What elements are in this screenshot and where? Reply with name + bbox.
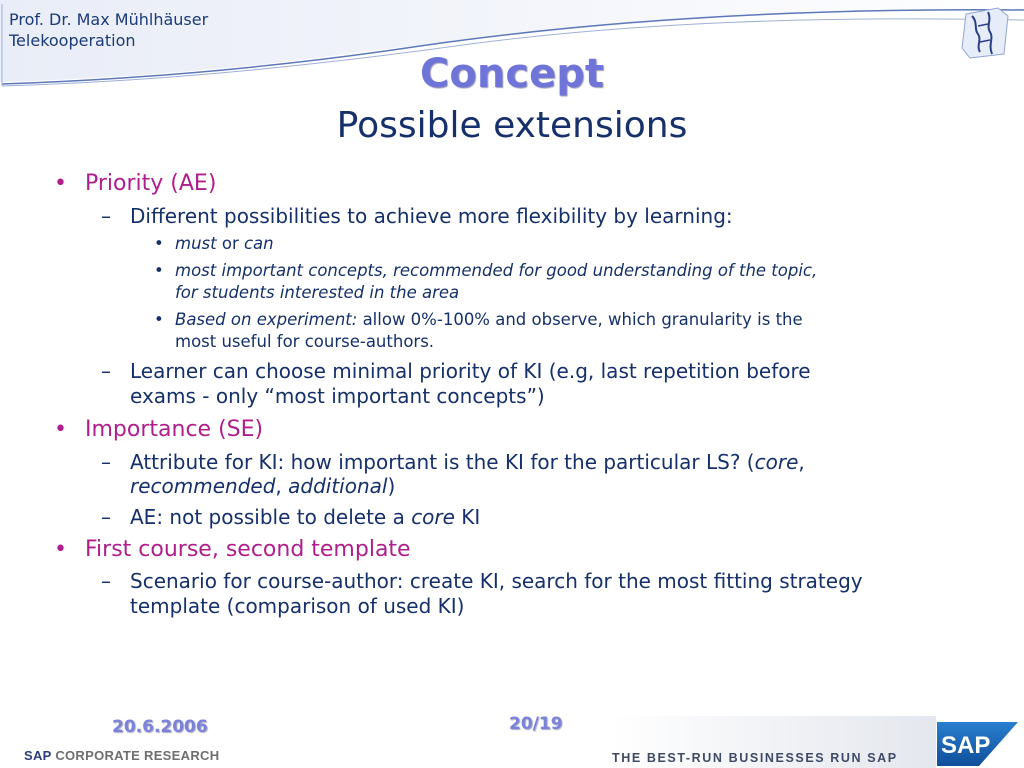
- bullet-priority: Priority (AE): [85, 171, 217, 196]
- sub-sub-bullet-experiment-line2: most useful for course-authors.: [175, 332, 435, 351]
- sap-logo-text: SAP: [941, 732, 991, 759]
- sub-bullet-learner-line1: Learner can choose minimal priority of KI (e.g, last repetition before: [130, 359, 811, 383]
- dash-marker: –: [101, 359, 111, 383]
- dash-marker: –: [101, 450, 111, 474]
- text-comma: ,: [798, 450, 805, 474]
- text-core: core: [411, 505, 455, 529]
- bullet-marker: •: [54, 171, 67, 196]
- sub-bullet-learner-line2: exams - only “most important concepts”): [130, 384, 545, 408]
- corporate-research-label: [24, 748, 219, 763]
- text-close-paren: ): [387, 474, 396, 498]
- sap-tagline: THE BEST-RUN BUSINESSES RUN SAP: [612, 751, 898, 765]
- bullet-marker: •: [154, 310, 164, 329]
- text-ae-not-possible: AE: not possible to delete a: [130, 505, 412, 529]
- text-must: must: [175, 234, 217, 253]
- sub-sub-bullet-concepts-line1: most important concepts, recommended for good understanding of the topic,: [175, 261, 818, 280]
- corp-rest: CORPORATE RESEARCH: [51, 748, 220, 763]
- text-recommended: recommended: [130, 474, 276, 498]
- sub-bullet-scenario-line1: Scenario for course-author: create KI, search for the most fitting strategy: [130, 569, 863, 593]
- text-attribute: Attribute for KI: how important is the KI for the particular LS? (: [130, 450, 755, 474]
- bullet-marker: •: [154, 261, 164, 280]
- dash-marker: –: [101, 204, 111, 228]
- text-core: core: [754, 450, 799, 474]
- slide-title: Concept: [420, 51, 604, 97]
- slide-subtitle: Possible extensions: [336, 105, 688, 146]
- bullet-marker: •: [54, 537, 67, 562]
- sub-sub-bullet-experiment-line1: [175, 309, 803, 331]
- bullet-importance: Importance (SE): [85, 417, 264, 442]
- author-block: [9, 9, 208, 51]
- text-ki: KI: [454, 505, 481, 529]
- sub-bullet-delete-core: [130, 505, 480, 529]
- text-can: can: [243, 234, 274, 253]
- sub-bullet-attribute-line1: [130, 450, 805, 474]
- sap-logo-icon: [935, 720, 1020, 768]
- author-department: Telekooperation: [9, 31, 136, 50]
- author-name: Prof. Dr. Max Mühlhäuser: [9, 10, 209, 29]
- bullet-first-course: First course, second template: [85, 537, 411, 562]
- page-number: 20/19: [509, 714, 563, 734]
- sub-bullet-scenario-line2: template (comparison of used KI): [130, 594, 465, 618]
- sub-sub-bullet-concepts-line2: for students interested in the area: [175, 283, 460, 302]
- dash-marker: –: [101, 569, 111, 593]
- text-additional: additional: [288, 474, 388, 498]
- text-based-on-experiment: Based on experiment:: [175, 310, 358, 329]
- sub-bullet-attribute-line2: [130, 474, 395, 498]
- text-allow: allow 0%-100% and observe, which granularity is the: [357, 310, 803, 329]
- dash-marker: –: [101, 505, 111, 529]
- bullet-marker: •: [54, 417, 67, 442]
- corp-sap: SAP: [24, 748, 52, 763]
- bullet-marker: •: [154, 234, 164, 253]
- sub-bullet-flexibility: Different possibilities to achieve more flexibility by learning:: [130, 204, 733, 228]
- text-or: or: [216, 234, 244, 253]
- text-comma2: ,: [275, 474, 289, 498]
- sub-sub-bullet-must-can: [175, 233, 274, 255]
- footer-date: 20.6.2006: [112, 717, 208, 737]
